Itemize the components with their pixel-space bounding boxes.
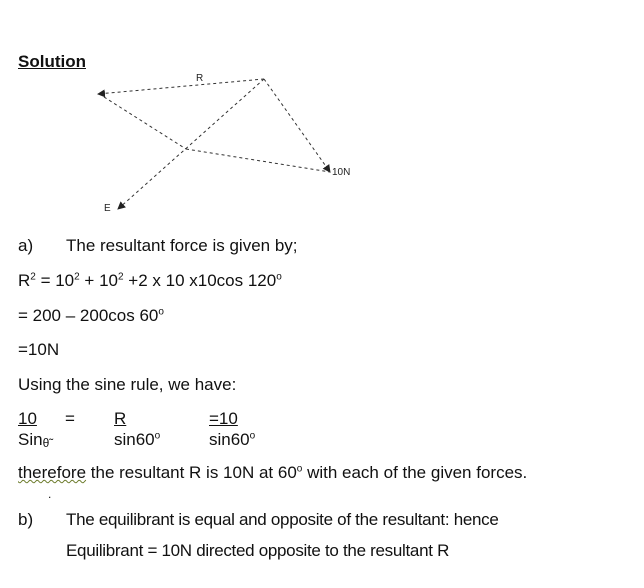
label-r: R: [196, 73, 204, 84]
equilibrant-line: [118, 79, 264, 209]
label-e: E: [104, 203, 111, 214]
conclusion: therefore the resultant R is 10N at 60$^o$ with each of the given forces.: [18, 463, 528, 482]
part-b-line-1: The equilibrant is equal and opposite of the resultant: hence: [66, 510, 499, 529]
ratio-num-2: R: [114, 409, 127, 428]
label-10n: 10N: [332, 167, 351, 178]
part-a-intro: The resultant force is given by;: [66, 236, 298, 255]
stray-dot: .: [48, 487, 52, 501]
equation-3: =10N: [18, 340, 60, 359]
ratio-den-1: Sinθ̃: [18, 430, 50, 450]
part-b-label: b): [18, 510, 34, 529]
theta-symbol: θ̃: [42, 436, 50, 450]
force-line-a: [104, 97, 186, 149]
sine-rule-text: Using the sine rule, we have:: [18, 375, 237, 394]
equation-1: $R^2 = 10^2 + 10^2 +2$ x 10 x10cos 120$^o$: [18, 271, 282, 290]
ratio-equals: =: [65, 409, 75, 428]
ratio-den-2: sin60$^o$: [114, 430, 161, 449]
ratio-num-3: =10: [209, 409, 238, 428]
force-diagram: [0, 0, 644, 230]
resultant-line: [98, 79, 264, 94]
equation-2: = 200 – 200cos 60$^o$: [18, 306, 164, 325]
ratio-den-3: sin60$^o$: [209, 430, 256, 449]
solution-heading: Solution: [18, 52, 86, 71]
force-line-c: [186, 149, 330, 172]
part-a-label: a): [18, 236, 34, 255]
ratio-num-1: 10: [18, 409, 37, 428]
force-line-b: [264, 79, 330, 172]
part-b-line-2: Equilibrant = 10N directed opposite to the resultant R: [66, 541, 450, 560]
